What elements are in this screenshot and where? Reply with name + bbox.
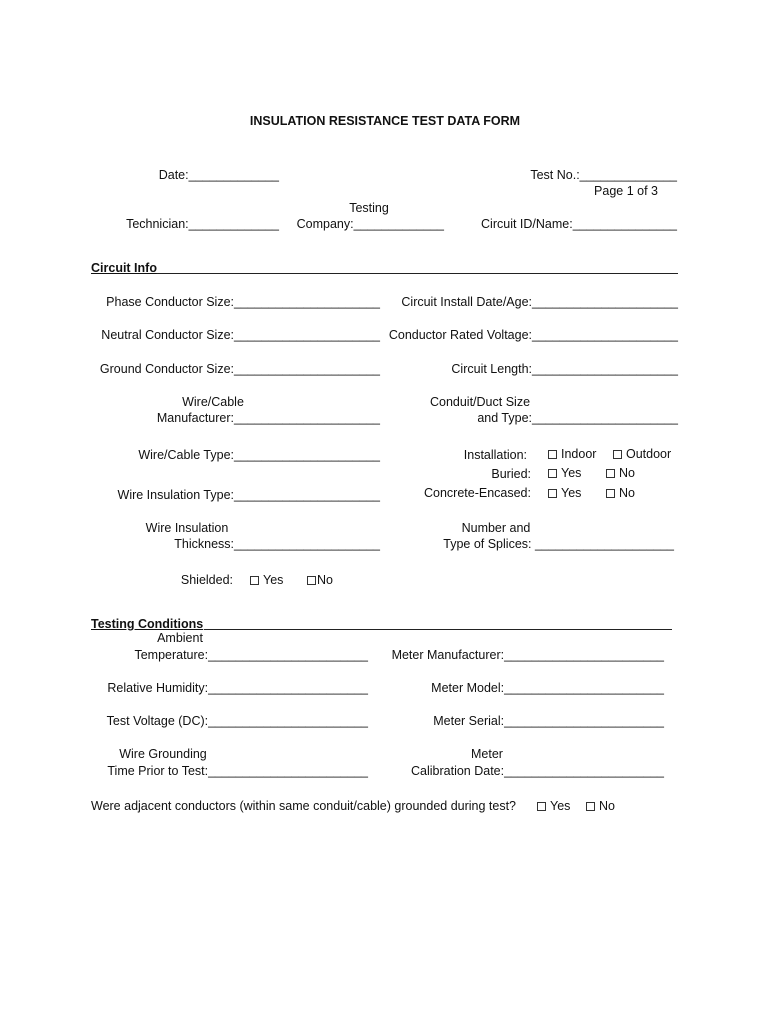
outdoor-label: Outdoor xyxy=(626,447,672,461)
outdoor-option[interactable] xyxy=(613,446,671,462)
wire-grounding-label: Wire Grounding xyxy=(119,747,207,761)
wire-insulation-type-field[interactable]: Wire Insulation Type:_____________________ xyxy=(117,488,380,502)
yes-label: Yes xyxy=(561,486,582,500)
test-no-field[interactable]: Test No.:______________ xyxy=(530,168,677,182)
meter-manufacturer-field[interactable]: Meter Manufacturer:_______________________ xyxy=(391,648,664,662)
shielded-label: Shielded: xyxy=(180,573,233,587)
buried-no-option[interactable] xyxy=(606,465,635,481)
checkbox-icon[interactable] xyxy=(307,576,316,585)
circuit-info-heading: Circuit Info xyxy=(91,261,157,275)
testing-company-field[interactable]: Company:_____________ xyxy=(296,217,444,231)
wire-insulation-thickness-field[interactable]: Thickness:_____________________ xyxy=(174,537,380,551)
relative-humidity-field[interactable]: Relative Humidity:_______________________ xyxy=(107,681,368,695)
wire-cable-manufacturer-field[interactable]: Manufacturer:_____________________ xyxy=(156,411,380,425)
testing-conditions-heading: Testing Conditions xyxy=(91,617,204,631)
no-label: No xyxy=(317,573,333,587)
technician-field[interactable]: Technician:_____________ xyxy=(126,217,279,231)
checkbox-icon[interactable] xyxy=(606,489,615,498)
wire-grounding-field[interactable]: Time Prior to Test:_______________________ xyxy=(107,764,368,778)
wire-cable-label: Wire/Cable xyxy=(182,395,244,409)
conduit-type-field[interactable]: and Type:_____________________ xyxy=(477,411,678,425)
yes-label: Yes xyxy=(561,466,582,480)
adjacent-question: Were adjacent conductors (within same conduit/cable) grounded during test? xyxy=(91,799,517,813)
checkbox-icon[interactable] xyxy=(548,450,557,459)
shielded-yes-option[interactable] xyxy=(250,572,283,588)
yes-label: Yes xyxy=(263,573,284,587)
phase-conductor-field[interactable]: Phase Conductor Size:_____________________ xyxy=(106,295,380,309)
checkbox-icon[interactable] xyxy=(250,576,259,585)
checkbox-icon[interactable] xyxy=(537,802,546,811)
date-field[interactable]: Date:_____________ xyxy=(158,168,279,182)
ground-conductor-field[interactable]: Ground Conductor Size:_____________________ xyxy=(99,362,380,376)
installation-label: Installation: xyxy=(463,448,527,462)
concrete-no-option[interactable] xyxy=(606,485,635,501)
ambient-label: Ambient xyxy=(157,631,203,645)
testing-company-label: Testing xyxy=(349,201,389,215)
meter-model-field[interactable]: Meter Model:_______________________ xyxy=(431,681,664,695)
page-indicator: Page 1 of 3 xyxy=(594,184,658,198)
meter-calibration-field[interactable]: Calibration Date:_______________________ xyxy=(411,764,664,778)
checkbox-icon[interactable] xyxy=(548,489,557,498)
shielded-no-option[interactable] xyxy=(307,572,333,588)
conductor-rated-voltage-field[interactable]: Conductor Rated Voltage:_____________________ xyxy=(388,328,678,342)
no-label: No xyxy=(599,799,615,813)
indoor-label: Indoor xyxy=(561,447,597,461)
section-rule xyxy=(204,629,672,630)
section-rule xyxy=(157,273,678,274)
no-label: No xyxy=(619,466,635,480)
circuit-install-field[interactable]: Circuit Install Date/Age:_____________________ xyxy=(401,295,678,309)
conduit-label: Conduit/Duct Size xyxy=(429,395,531,409)
splices-field[interactable]: Type of Splices: ____________________ xyxy=(443,537,674,551)
buried-yes-option[interactable] xyxy=(548,465,581,481)
form-title: INSULATION RESISTANCE TEST DATA FORM xyxy=(249,114,521,128)
wire-cable-type-field[interactable]: Wire/Cable Type:_____________________ xyxy=(138,448,380,462)
checkbox-icon[interactable] xyxy=(548,469,557,478)
neutral-conductor-field[interactable]: Neutral Conductor Size:_____________________ xyxy=(101,328,380,342)
no-label: No xyxy=(619,486,635,500)
yes-label: Yes xyxy=(550,799,571,813)
concrete-encased-label: Concrete-Encased: xyxy=(423,486,531,500)
meter-serial-field[interactable]: Meter Serial:_______________________ xyxy=(433,714,664,728)
buried-label: Buried: xyxy=(491,467,531,481)
meter-calibration-label: Meter xyxy=(471,747,503,761)
circuit-length-field[interactable]: Circuit Length:_____________________ xyxy=(451,362,678,376)
checkbox-icon[interactable] xyxy=(613,450,622,459)
concrete-yes-option[interactable] xyxy=(548,485,581,501)
circuit-id-field[interactable]: Circuit ID/Name:_______________ xyxy=(481,217,677,231)
adjacent-no-option[interactable] xyxy=(586,798,615,814)
splices-label: Number and xyxy=(461,521,531,535)
adjacent-yes-option[interactable] xyxy=(537,798,570,814)
checkbox-icon[interactable] xyxy=(606,469,615,478)
ambient-temperature-field[interactable]: Temperature:_______________________ xyxy=(134,648,368,662)
checkbox-icon[interactable] xyxy=(586,802,595,811)
test-voltage-field[interactable]: Test Voltage (DC):_______________________ xyxy=(106,714,368,728)
indoor-option[interactable] xyxy=(548,446,596,462)
wire-insulation-label: Wire Insulation xyxy=(145,521,229,535)
